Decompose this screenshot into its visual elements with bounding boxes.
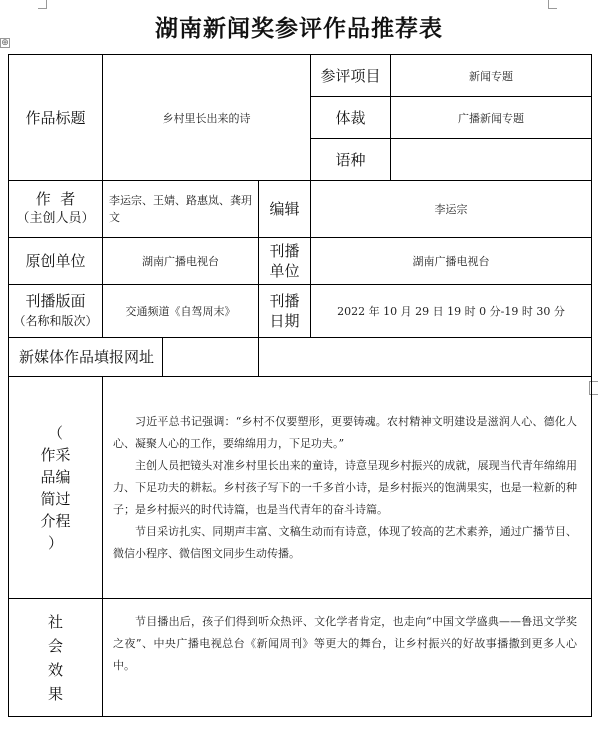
process-paragraph: 习近平总书记强调：“乡村不仅要塑形，更要铸魂。农村精神文明建设是滋润人心、德化人心、凝聚人心的工作，要绵绵用力，下足功夫。” <box>113 414 577 450</box>
editor-label: 编辑 <box>259 181 311 238</box>
category-value: 新闻专题 <box>391 55 592 97</box>
process-label-line: 简过 <box>40 489 71 508</box>
process-content <box>103 377 592 599</box>
process-label-line: ） <box>47 533 63 552</box>
author-label <box>9 181 103 238</box>
author-label-sub: （主创人员） <box>16 211 95 226</box>
page-corner-mark <box>38 0 47 9</box>
process-label-line: （ <box>47 423 63 442</box>
new-media-label: 新媒体作品填报网址 <box>19 338 163 376</box>
pub-date-label-line1: 刊播 <box>269 292 300 310</box>
process-label-line: 介程 <box>40 511 71 530</box>
effect-label-line: 果 <box>47 684 63 703</box>
pub-page-label-sub: （名称和版次） <box>13 314 98 328</box>
pub-page-value: 交通频道《自驾周末》 <box>103 285 259 338</box>
pub-unit-label <box>259 238 311 285</box>
new-media-value <box>259 338 592 377</box>
process-label-cell <box>9 377 103 599</box>
move-handle-icon[interactable]: ⊕ <box>1 38 9 48</box>
page-title: 湖南新闻奖参评作品推荐表 <box>155 16 443 42</box>
pub-unit-value: 湖南广播电视台 <box>311 238 592 285</box>
effect-content <box>103 599 592 717</box>
origin-unit-label: 原创单位 <box>9 238 103 285</box>
category-label: 参评项目 <box>311 55 391 97</box>
language-label: 语种 <box>311 139 391 181</box>
effect-paragraph: 节目播出后，孩子们得到听众热评、文化学者肯定，也走向“中国文学盛典——鲁迅文学奖之夜”、中央广播电视总台《新闻周刊》等更大的舞台，让乡村振兴的好故事播撒到更多人心中。 <box>113 615 577 672</box>
nomination-form-table <box>8 54 592 717</box>
pub-unit-label-line2: 单位 <box>269 262 300 280</box>
pub-unit-label-line1: 刊播 <box>269 242 300 260</box>
process-label <box>40 422 70 554</box>
editor-value: 李运宗 <box>311 181 592 238</box>
page-corner-mark <box>548 0 557 9</box>
effect-label-line: 效 <box>47 660 63 679</box>
pub-date-label-line2: 日期 <box>269 312 300 330</box>
pub-date-label <box>259 285 311 338</box>
new-media-label-cell <box>9 338 259 377</box>
effect-label-cell <box>9 599 103 717</box>
genre-label: 体裁 <box>311 97 391 139</box>
genre-value: 广播新闻专题 <box>391 97 592 139</box>
process-paragraph: 主创人员把镜头对准乡村里长出来的童诗，诗意呈现乡村振兴的成就，展现当代青年绵绵用力、下足功夫的耕耘。乡村孩子写下的一千多首小诗，是乡村振兴的饱满果实，也是一粒新的种子；是乡村振兴的时代诗篇，也是当代青年的奋斗诗篇。 <box>113 458 577 516</box>
origin-unit-value: 湖南广播电视台 <box>103 238 259 285</box>
effect-label-line: 社 <box>47 612 63 631</box>
language-value <box>391 139 592 181</box>
effect-label-line: 会 <box>47 636 63 655</box>
work-title-label: 作品标题 <box>9 55 103 181</box>
pub-page-label <box>9 285 103 338</box>
work-title-value: 乡村里长出来的诗 <box>103 55 311 181</box>
author-label-main: 作 者 <box>35 190 76 208</box>
pub-date-value: 2022 年 10 月 29 日 19 时 0 分-19 时 30 分 <box>311 285 592 338</box>
process-label-line: 作采 <box>40 445 71 464</box>
authors-value: 李运宗、王婧、路惠岚、龚玥文 <box>103 181 259 238</box>
pub-page-label-main: 刊播版面 <box>25 292 86 310</box>
effect-label <box>48 610 63 706</box>
process-label-line: 品编 <box>40 467 71 486</box>
process-paragraph: 节目采访扎实、同期声丰富、文稿生动而有诗意，体现了较高的艺术素养，通过广播节目、微信小程序、微信图文同步生动传播。 <box>113 524 577 560</box>
